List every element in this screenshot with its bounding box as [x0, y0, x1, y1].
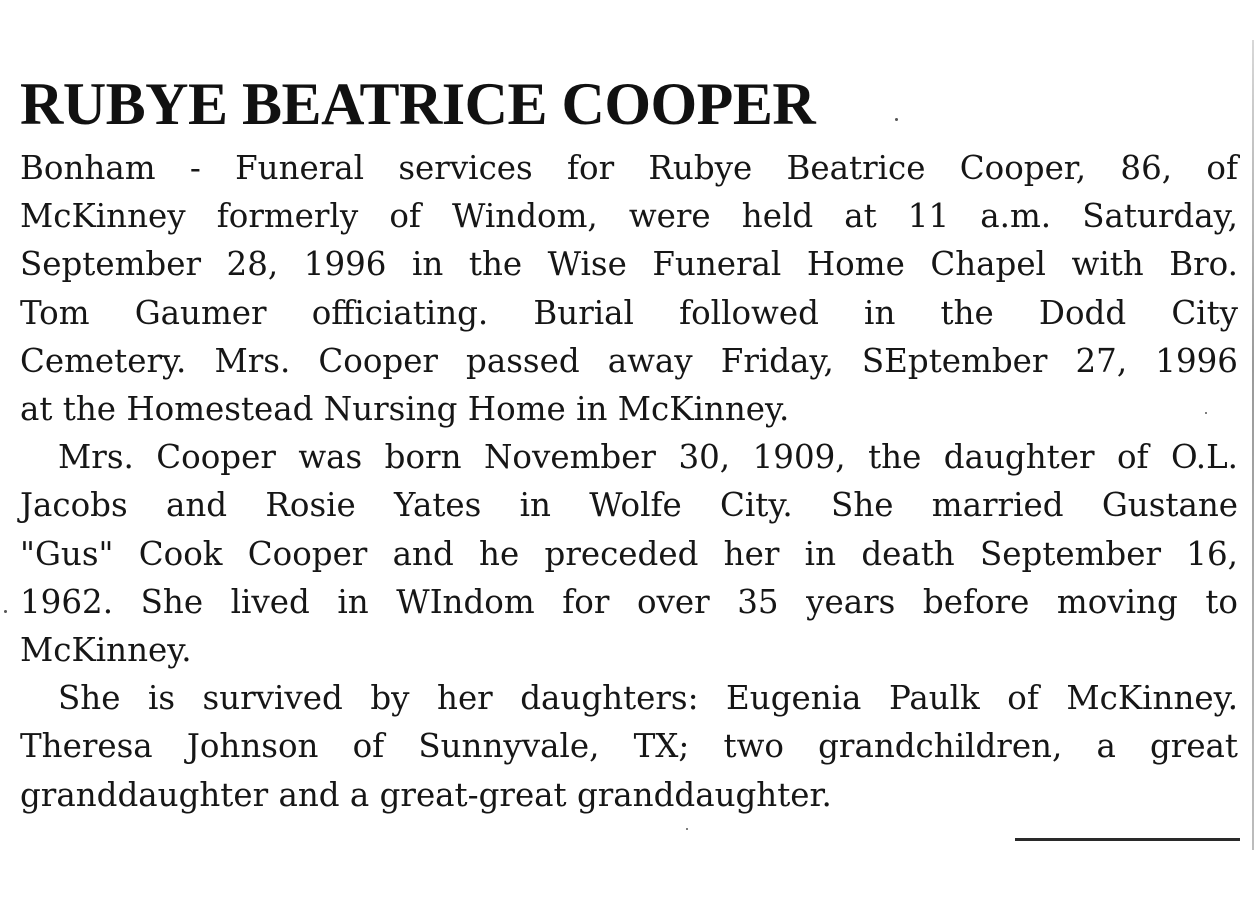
- text-line: She is survived by her daughters: Eugenia Paulk of McKinney.: [58, 679, 1238, 718]
- text-line: Tom Gaumer officiating. Burial followed in the Dodd City: [20, 293, 1238, 332]
- paragraph-biography: [20, 433, 1238, 674]
- text-line: Mrs. Cooper was born November 30, 1909, the daughter of O.L.: [58, 438, 1238, 477]
- paragraph-survivors: [20, 674, 1238, 819]
- text-line: McKinney.: [20, 631, 192, 670]
- paragraph-services: [20, 144, 1238, 433]
- obituary-headline: RUBYE BEATRICE COOPER: [20, 71, 816, 137]
- print-speck: [4, 610, 7, 613]
- text-line: Jacobs and Rosie Yates in Wolfe City. She married Gustane: [20, 486, 1238, 525]
- print-speck: [686, 828, 688, 830]
- obituary-body: [20, 144, 1238, 819]
- text-line: "Gus" Cook Cooper and he preceded her in death September 16,: [20, 534, 1238, 573]
- print-speck: [895, 118, 898, 121]
- text-line: granddaughter and a great-great granddaughter.: [20, 775, 832, 814]
- text-line: 1962. She lived in WIndom for over 35 years before moving to: [20, 582, 1238, 621]
- text-line: Theresa Johnson of Sunnyvale, TX; two grandchildren, a great: [20, 727, 1238, 766]
- column-rule: [1015, 838, 1240, 841]
- text-line: at the Homestead Nursing Home in McKinney.: [20, 390, 790, 429]
- text-line: McKinney formerly of Windom, were held at 11 a.m. Saturday,: [20, 197, 1238, 236]
- clipping-edge: [1252, 40, 1254, 850]
- text-line: Bonham - Funeral services for Rubye Beatrice Cooper, 86, of: [20, 149, 1238, 187]
- text-line: September 28, 1996 in the Wise Funeral Home Chapel with Bro.: [20, 245, 1238, 284]
- text-line: Cemetery. Mrs. Cooper passed away Friday, SEptember 27, 1996: [20, 341, 1238, 380]
